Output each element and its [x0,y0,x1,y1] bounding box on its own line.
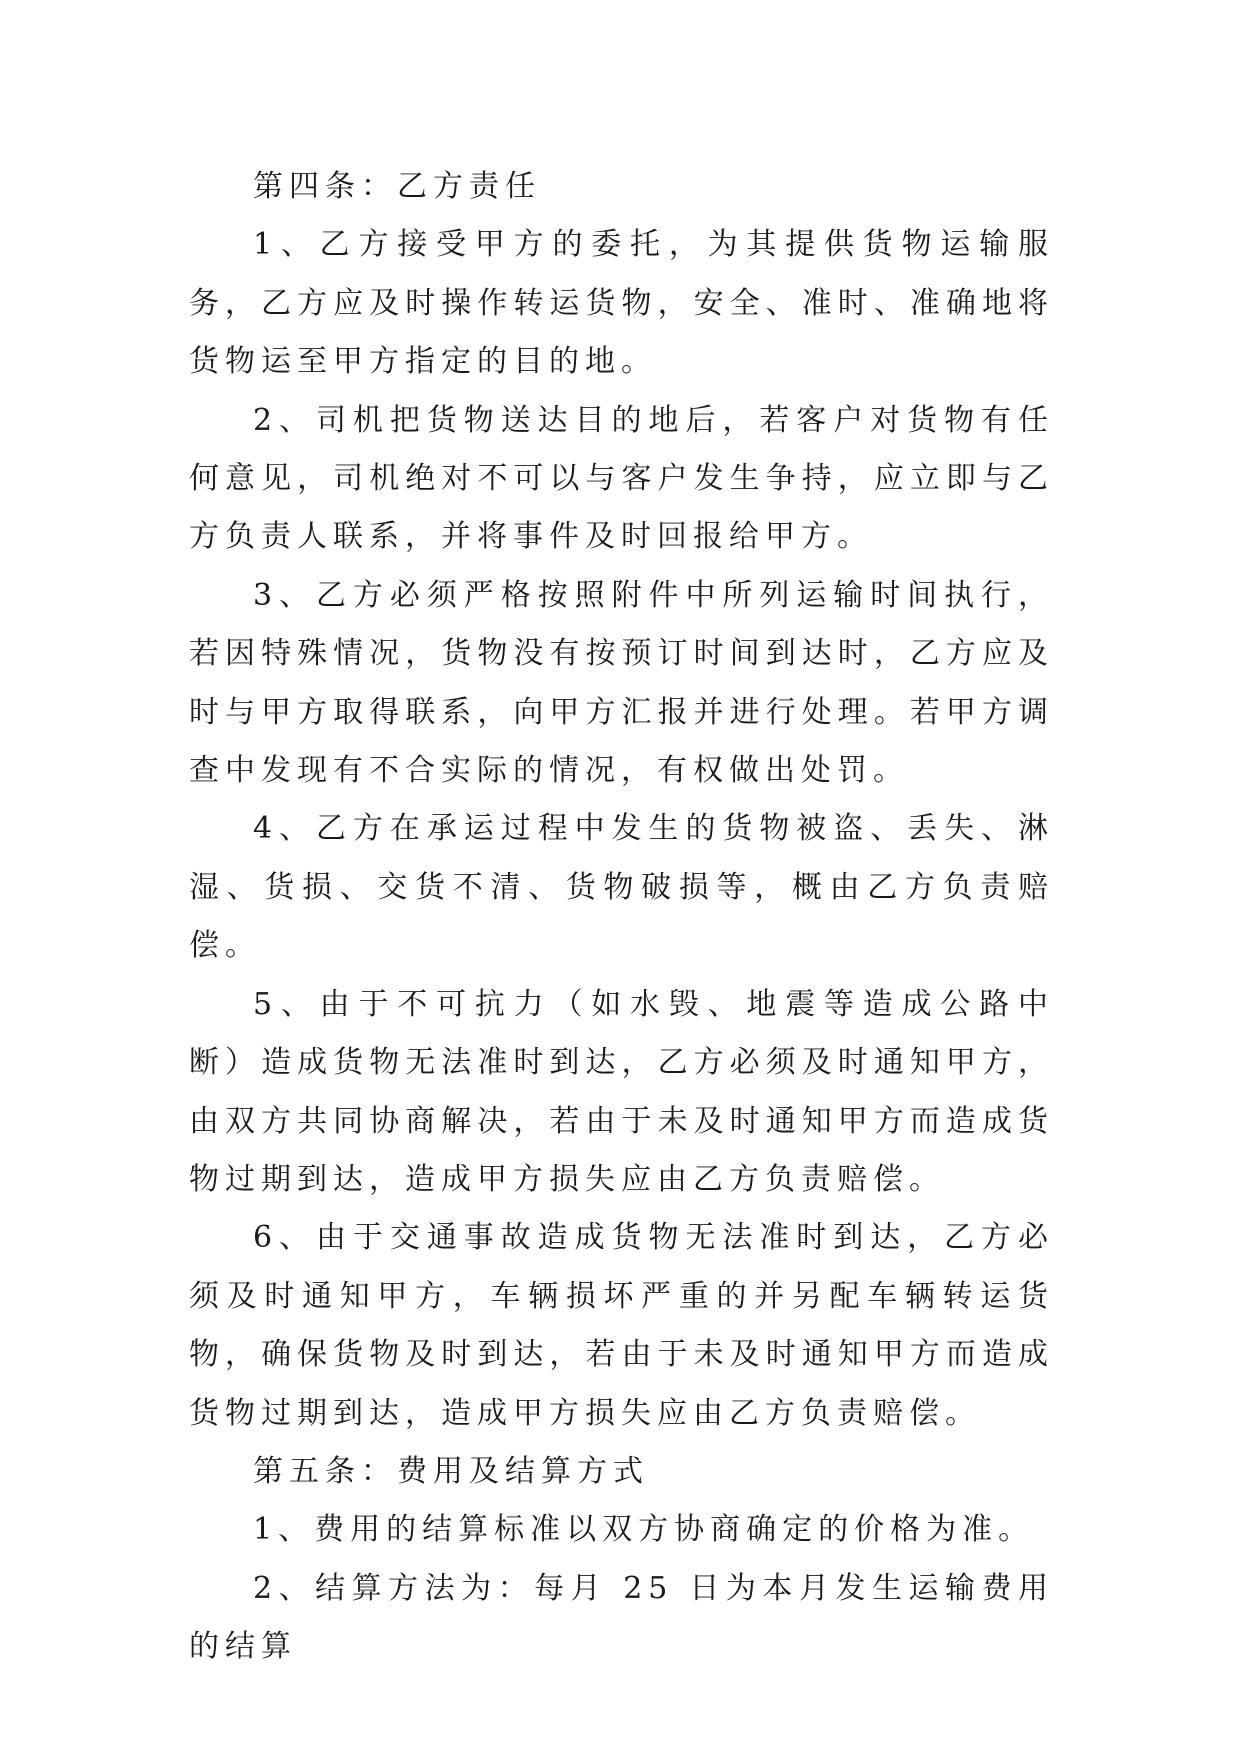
clause-4-1: 1、乙方接受甲方的委托，为其提供货物运输服务，乙方应及时操作转运货物，安全、准时、准确地将货物运至甲方指定的目的地。 [189,227,1054,380]
section-heading-4: 第四条：乙方责任 [253,169,541,204]
clause-4-3: 3、乙方必须严格按照附件中所列运输时间执行，若因特殊情况，货物没有按预订时间到达时，乙方应及时与甲方取得联系，向甲方汇报并进行处理。若甲方调查中发现有不合实际的情况，有权做出处罚。 [189,577,1054,789]
clause-4-6: 6、由于交通事故造成货物无法准时到达，乙方必须及时通知甲方，车辆损坏严重的并另配车辆转运货物，确保货物及时到达，若由于未及时通知甲方而造成货物过期到达，造成甲方损失应由乙方负责赔偿。 [189,1220,1054,1431]
clause-4-2: 2、司机把货物送达目的地后，若客户对货物有任何意见，司机绝对不可以与客户发生争持，应立即与乙方负责人联系，并将事件及时回报给甲方。 [189,402,1054,555]
section-heading-5: 第五条：费用及结算方式 [253,1453,649,1489]
document-body [189,158,1054,1677]
clause-4-4: 4、乙方在承运过程中发生的货物被盗、丢失、淋湿、货损、交货不清、货物破损等，概由乙方负责赔偿。 [189,811,1054,964]
clause-4-5: 5、由于不可抗力（如水毁、地震等造成公路中断）造成货物无法准时到达，乙方必须及时通知甲方，由双方共同协商解决，若由于未及时通知甲方而造成货物过期到达，造成甲方损失应由乙方负责赔偿。 [189,986,1054,1197]
clause-5-2: 2、结算方法为：每月 25 日为本月发生运输费用的结算 [189,1570,1054,1665]
clause-5-1: 1、费用的结算标准以双方协商确定的价格为准。 [253,1512,1035,1548]
